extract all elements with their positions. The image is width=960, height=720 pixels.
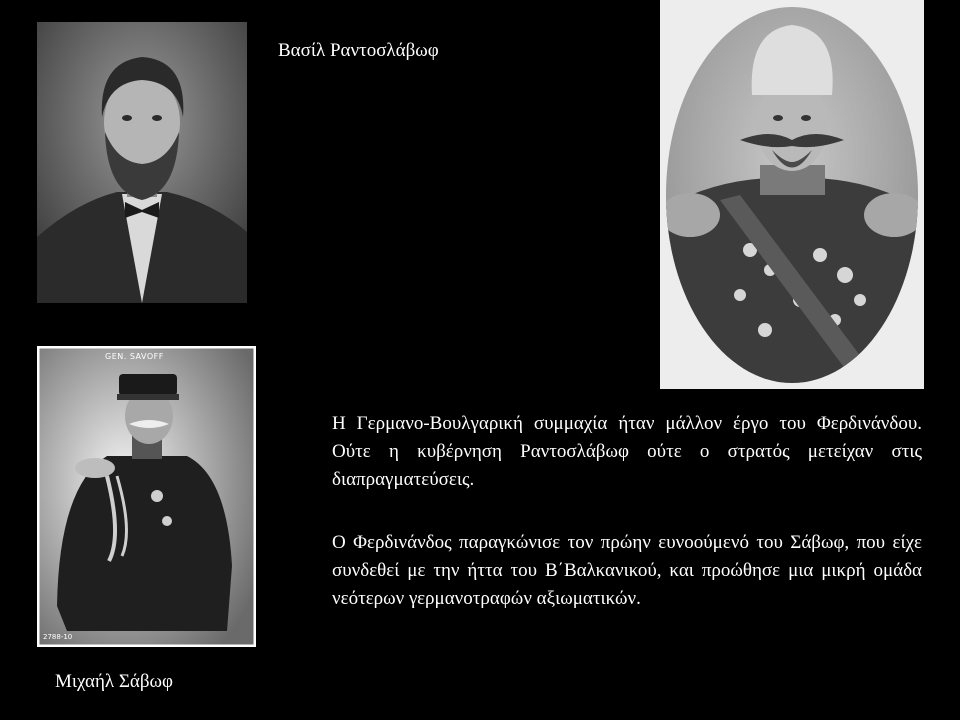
caption-savov: Μιχαήλ Σάβωφ xyxy=(55,671,174,692)
paragraph-savov: Ο Φερδινάνδος παραγκώνισε τον πρώην ευνοούμενό του Σάβωφ, που είχε συνδεθεί με την ήττα του Β΄Βαλκανικού, και προώθησε μια μικρή ομάδα νεότερων γερμανοτραφών αξιωματικών. xyxy=(332,532,922,609)
portrait-radoslavov-image xyxy=(37,22,247,303)
portrait-savov-image xyxy=(37,346,256,647)
portrait-ferdinand xyxy=(660,0,924,389)
portrait-savov xyxy=(37,346,256,647)
caption-radoslavov: Βασίλ Ραντοσλάβωφ xyxy=(278,40,439,61)
savov-photo-inscription-top: GEN. SAVOFF xyxy=(105,352,164,361)
savov-photo-inscription-bottom: 2788-10 xyxy=(43,633,73,641)
paragraph-alliance: Η Γερμανο-Βουλγαρική συμμαχία ήταν μάλλον έργο του Φερδινάνδου. Ούτε η κυβέρνηση Ραντοσλάβωφ ούτε ο στρατός μετείχαν στις διαπραγματεύσεις. xyxy=(332,413,922,490)
portrait-radoslavov xyxy=(37,22,247,303)
portrait-ferdinand-image xyxy=(660,0,924,389)
